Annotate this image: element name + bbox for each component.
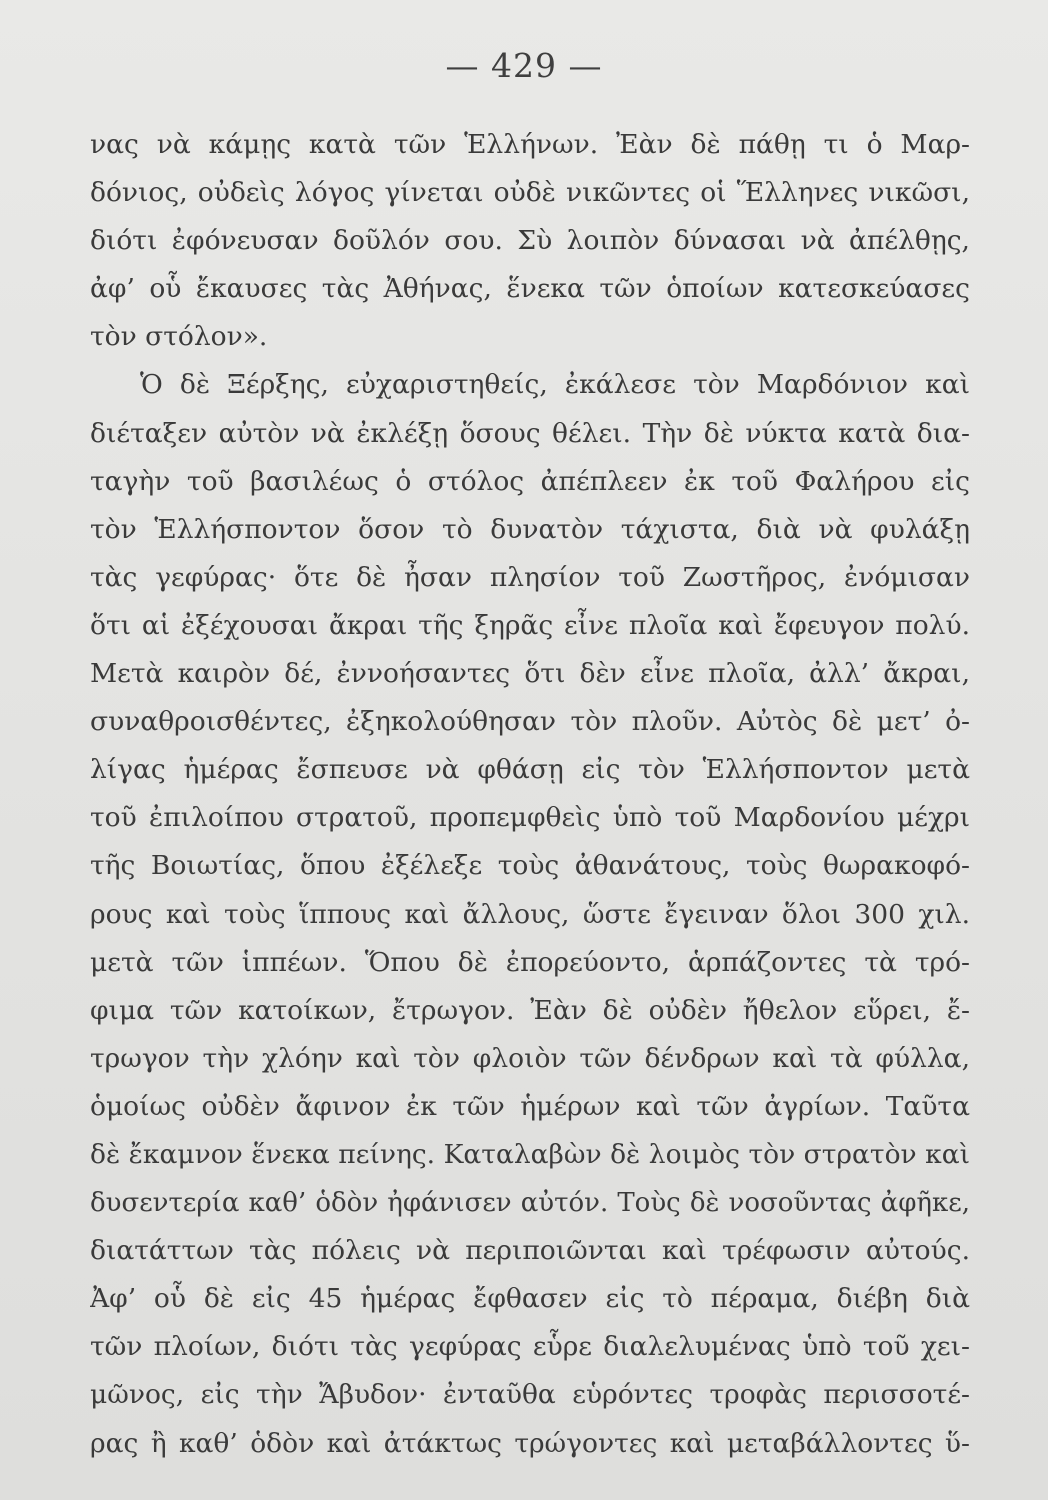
text-line: Ὁ δὲ Ξέρξης, εὐχαριστηθείς, ἐκάλεσε τὸν Μαρδόνιον καὶ xyxy=(140,369,970,401)
text-line: δὲ ἔκαμνον ἕνεκα πείνης. Καταλαβὼν δὲ λοιμὸς τὸν στρατὸν καὶ xyxy=(90,1138,970,1170)
text-line: λίγας ἡμέρας ἔσπευσε νὰ φθάσῃ εἰς τὸν Ἑλλήσποντον μετὰ xyxy=(90,754,970,786)
text-line: ὁμοίως οὐδὲν ἄφινον ἐκ τῶν ἡμέρων καὶ τῶν ἀγρίων. Ταῦτα xyxy=(90,1090,970,1122)
text-line: νας νὰ κάμῃς κατὰ τῶν Ἑλλήνων. Ἐὰν δὲ πάθῃ τι ὁ Μαρ- xyxy=(90,129,970,160)
page-number: — 429 — xyxy=(445,46,603,85)
body-text xyxy=(90,121,970,1468)
text-line: ρας ἢ καθ’ ὁδὸν καὶ ἀτάκτως τρώγοντες καὶ μεταβάλλοντες ὕ- xyxy=(90,1427,970,1459)
text-line: συναθροισθέντες, ἐξηκολούθησαν τὸν πλοῦν. Αὐτὸς δὲ μετ’ ὀ- xyxy=(90,706,970,738)
text-line: φιμα τῶν κατοίκων, ἔτρωγον. Ἐὰν δὲ οὐδὲν ἤθελον εὕρει, ἔ- xyxy=(90,994,970,1026)
text-line: τρωγον τὴν χλόην καὶ τὸν φλοιὸν τῶν δένδρων καὶ τὰ φύλλα, xyxy=(90,1042,970,1074)
text-line: δυσεντερία καθ’ ὁδὸν ἠφάνισεν αὐτόν. Τοὺς δὲ νοσοῦντας ἀφῆκε, xyxy=(90,1188,970,1219)
text-line: δόνιος, οὐδεὶς λόγος γίνεται οὐδὲ νικῶντες οἱ Ἕλληνες νικῶσι, xyxy=(90,177,970,209)
text-line: διατάττων τὰς πόλεις νὰ περιποιῶνται καὶ τρέφωσιν αὐτούς. xyxy=(90,1235,970,1267)
text-line: διέταξεν αὐτὸν νὰ ἐκλέξῃ ὅσους θέλει. Τὴν δὲ νύκτα κατὰ δια- xyxy=(90,417,970,449)
text-line: τὸν στόλον». xyxy=(90,321,268,353)
text-line: ἀφ’ οὗ ἔκαυσες τὰς Ἀθήνας, ἕνεκα τῶν ὁποίων κατεσκεύασες xyxy=(90,273,970,305)
text-line: τὸν Ἑλλήσποντον ὅσον τὸ δυνατὸν τάχιστα, διὰ νὰ φυλάξῃ xyxy=(90,513,970,545)
text-line: τῆς Βοιωτίας, ὅπου ἐξέλεξε τοὺς ἀθανάτους, τοὺς θωρακοφό- xyxy=(90,850,970,882)
text-line: τὰς γεφύρας· ὅτε δὲ ἦσαν πλησίον τοῦ Ζωστῆρος, ἐνόμισαν xyxy=(90,561,970,593)
text-line: Μετὰ καιρὸν δέ, ἐννοήσαντες ὅτι δὲν εἶνε πλοῖα, ἀλλ’ ἄκραι, xyxy=(90,658,970,690)
text-line: διότι ἐφόνευσαν δοῦλόν σου. Σὺ λοιπὸν δύνασαι νὰ ἀπέλθῃς, xyxy=(90,225,970,257)
text-line: ρους καὶ τοὺς ἵππους καὶ ἄλλους, ὥστε ἔγειναν ὅλοι 300 χιλ. xyxy=(90,898,970,930)
text-line: ὅτι αἱ ἐξέχουσαι ἄκραι τῆς ξηρᾶς εἶνε πλοῖα καὶ ἔφευγον πολύ. xyxy=(90,609,970,641)
text-line: μετὰ τῶν ἱππέων. Ὅπου δὲ ἐπορεύοντο, ἁρπάζοντες τὰ τρό- xyxy=(90,946,970,978)
text-line: Ἀφ’ οὗ δὲ εἰς 45 ἡμέρας ἔφθασεν εἰς τὸ πέραμα, διέβη διὰ xyxy=(90,1283,970,1315)
text-line: τῶν πλοίων, διότι τὰς γεφύρας εὗρε διαλελυμένας ὑπὸ τοῦ χει- xyxy=(90,1331,970,1363)
text-line: τοῦ ἐπιλοίπου στρατοῦ, προπεμφθεὶς ὑπὸ τοῦ Μαρδονίου μέχρι xyxy=(90,802,970,834)
text-line: ταγὴν τοῦ βασιλέως ὁ στόλος ἀπέπλεεν ἐκ τοῦ Φαλήρου εἰς xyxy=(90,465,970,497)
text-line: μῶνος, εἰς τὴν Ἄβυδον· ἐνταῦθα εὑρόντες τροφὰς περισσοτέ- xyxy=(90,1379,970,1411)
